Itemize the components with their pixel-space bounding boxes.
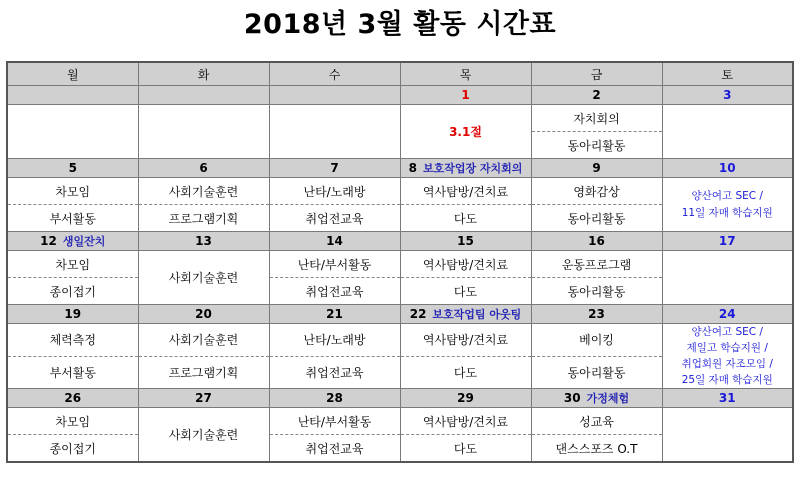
date-cell-sat	[662, 389, 793, 408]
date-number: 7	[330, 161, 339, 175]
activity-cell: 프로그램기획	[138, 356, 269, 389]
week0-activity-row-1	[7, 105, 793, 132]
activity-cell: 다도	[400, 435, 531, 463]
week3-date-row	[7, 305, 793, 324]
activity-cell: 역사탐방/견치료	[400, 251, 531, 278]
activity-cell: 체력측정	[7, 324, 138, 357]
activity-cell: 동아리활동	[531, 205, 662, 232]
activity-cell: 취업전교육	[269, 435, 400, 463]
date-cell-thu	[400, 232, 531, 251]
week0-date-row	[7, 86, 793, 105]
activity-cell: 프로그램기획	[138, 205, 269, 232]
activity-cell-holiday	[400, 105, 531, 159]
date-cell-tue	[138, 232, 269, 251]
page-title: 2018년 3월 활동 시간표	[243, 9, 557, 40]
date-cell-fri	[531, 305, 662, 324]
activity-cell: 취업전교육	[269, 278, 400, 305]
date-number: 13	[195, 234, 212, 248]
day-header-wed: 수	[269, 62, 400, 86]
week3-activity-row-1	[7, 324, 793, 357]
activity-cell: 운동프로그램	[531, 251, 662, 278]
date-cell-wed	[269, 232, 400, 251]
day-header-thu: 목	[400, 62, 531, 86]
date-number: 21	[326, 307, 343, 321]
activity-cell: 종이접기	[7, 278, 138, 305]
date-number: 23	[588, 307, 605, 321]
activity-cell: 취업전교육	[269, 205, 400, 232]
day-header-sat: 토	[662, 62, 793, 86]
date-number: 29	[457, 391, 474, 405]
date-cell-sat	[662, 86, 793, 105]
weekday-header-row	[7, 62, 793, 86]
date-number: 10	[718, 161, 736, 175]
saturday-note-line: 11일 자매 학습지원	[681, 206, 773, 219]
date-cell-tue	[138, 159, 269, 178]
saturday-note-line: 양산여고 SEC /	[691, 189, 763, 202]
activity-cell-empty	[7, 105, 138, 159]
saturday-note-cell	[662, 178, 793, 232]
date-number: 6	[199, 161, 208, 175]
date-cell-fri	[531, 232, 662, 251]
date-number: 14	[326, 234, 343, 248]
date-cell-mon	[7, 389, 138, 408]
event-label: 생일잔치	[62, 235, 106, 248]
date-number: 28	[326, 391, 343, 405]
activity-cell: 역사탐방/견치료	[400, 324, 531, 357]
schedule-table	[6, 61, 794, 463]
event-label: 가정체험	[586, 392, 630, 405]
day-header-tue: 화	[138, 62, 269, 86]
date-cell-thu	[400, 389, 531, 408]
activity-cell: 동아리활동	[531, 278, 662, 305]
activity-cell-empty	[662, 105, 793, 159]
event-label: 보호작업팀 아웃팅	[432, 308, 522, 321]
activity-cell: 동아리활동	[531, 356, 662, 389]
date-number: 15	[457, 234, 474, 248]
date-cell-empty	[269, 86, 400, 105]
saturday-note-cell	[662, 324, 793, 389]
date-number: 3	[723, 88, 732, 102]
date-number: 2	[592, 88, 601, 102]
activity-cell: 역사탐방/견치료	[400, 178, 531, 205]
date-cell-tue	[138, 389, 269, 408]
week2-activity-row-1	[7, 251, 793, 278]
activity-cell: 사회기술훈련	[138, 178, 269, 205]
activity-cell: 난타/부서활동	[269, 251, 400, 278]
date-number: 16	[588, 234, 605, 248]
date-number: 9	[592, 161, 601, 175]
date-cell-wed	[269, 159, 400, 178]
activity-cell: 차모임	[7, 251, 138, 278]
date-number: 5	[68, 161, 77, 175]
date-number: 27	[195, 391, 212, 405]
date-cell-sat	[662, 305, 793, 324]
activity-cell: 난타/노래방	[269, 324, 400, 357]
date-cell-empty	[7, 86, 138, 105]
activity-cell: 자치회의	[531, 105, 662, 132]
date-number: 22	[409, 307, 427, 321]
week1-activity-row-1	[7, 178, 793, 205]
saturday-note-line: 양산여고 SEC /	[691, 326, 763, 338]
activity-cell: 종이접기	[7, 435, 138, 463]
week4-activity-row-1	[7, 408, 793, 435]
activity-cell: 동아리활동	[531, 132, 662, 159]
date-number: 17	[718, 234, 736, 248]
date-cell-empty	[138, 86, 269, 105]
activity-cell: 다도	[400, 356, 531, 389]
activity-cell: 난타/부서활동	[269, 408, 400, 435]
activity-cell: 사회기술훈련	[138, 408, 269, 463]
activity-cell-empty	[662, 251, 793, 305]
date-cell-wed	[269, 389, 400, 408]
activity-cell: 역사탐방/견치료	[400, 408, 531, 435]
saturday-note-line: 제일고 학습지원 /	[686, 342, 768, 354]
date-number: 20	[195, 307, 212, 321]
date-number: 31	[718, 391, 736, 405]
activity-cell: 베이킹	[531, 324, 662, 357]
saturday-note-line: 25일 자매 학습지원	[681, 374, 773, 386]
activity-cell: 부서활동	[7, 356, 138, 389]
date-cell-sat	[662, 232, 793, 251]
saturday-note-line: 취업회원 자조모임 /	[681, 358, 773, 370]
activity-cell: 부서활동	[7, 205, 138, 232]
date-cell-thu	[400, 159, 531, 178]
date-cell-thu	[400, 86, 531, 105]
activity-cell: 댄스스포즈 O.T	[531, 435, 662, 463]
day-header-fri: 금	[531, 62, 662, 86]
date-cell-mon	[7, 232, 138, 251]
day-header-mon: 월	[7, 62, 138, 86]
date-cell-fri	[531, 159, 662, 178]
week4-date-row	[7, 389, 793, 408]
activity-cell-empty	[662, 408, 793, 463]
activity-cell: 사회기술훈련	[138, 251, 269, 305]
event-label: 보호작업장 자치회의	[422, 162, 523, 175]
activity-cell: 취업전교육	[269, 356, 400, 389]
date-cell-tue	[138, 305, 269, 324]
activity-cell: 영화감상	[531, 178, 662, 205]
date-number: 24	[718, 307, 736, 321]
date-cell-wed	[269, 305, 400, 324]
activity-cell: 다도	[400, 278, 531, 305]
date-cell-fri	[531, 86, 662, 105]
date-cell-sat	[662, 159, 793, 178]
holiday-label: 3.1절	[449, 125, 482, 139]
date-cell-mon	[7, 159, 138, 178]
activity-cell: 성교육	[531, 408, 662, 435]
activity-cell: 차모임	[7, 178, 138, 205]
week1-date-row	[7, 159, 793, 178]
activity-cell: 차모임	[7, 408, 138, 435]
activity-cell: 난타/노래방	[269, 178, 400, 205]
date-number: 26	[64, 391, 82, 405]
date-cell-mon	[7, 305, 138, 324]
activity-cell-empty	[269, 105, 400, 159]
activity-cell: 사회기술훈련	[138, 324, 269, 357]
date-number: 8	[408, 161, 417, 175]
date-number: 30	[563, 391, 581, 405]
date-cell-fri	[531, 389, 662, 408]
date-number: 12	[40, 234, 57, 248]
date-cell-thu	[400, 305, 531, 324]
date-number: 19	[64, 307, 82, 321]
activity-cell: 다도	[400, 205, 531, 232]
activity-cell-empty	[138, 105, 269, 159]
date-number: 1	[461, 88, 470, 102]
week2-date-row	[7, 232, 793, 251]
